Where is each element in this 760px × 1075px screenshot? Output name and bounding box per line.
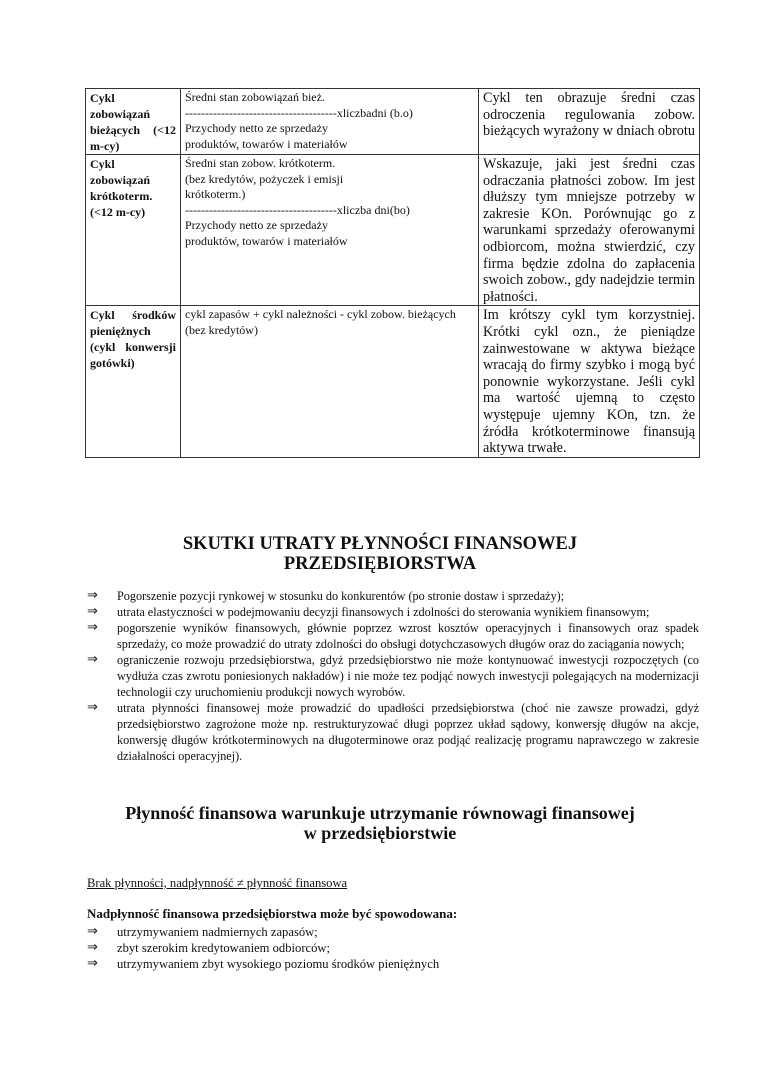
- table-row: [86, 155, 700, 306]
- list-item-text: utrata płynności finansowej może prowadzić do upadłości przedsiębiorstwa (choć nie zawsze prowadzi, gdyż przedsiębiorstwo zagrożone może np. restrukturyzować długi poprzez układ sądowy, konwersję długów na akcje, konwersję długów krótkoterminowych na długoterminowe oraz podjąć realizację programu naprawczego w zakresie działalności operacyjnej).: [117, 701, 699, 763]
- effects-list: [87, 588, 699, 764]
- heading-line: SKUTKI UTRATY PŁYNNOŚCI FINANSOWEJ: [182, 534, 578, 554]
- formula-line: Przychody netto ze sprzedaży: [185, 121, 328, 135]
- double-arrow-icon: ⇒: [87, 620, 98, 635]
- formula-line: --------------------------------------xliczbadni (b.o): [185, 105, 413, 120]
- list-item: [87, 588, 699, 604]
- heading-line: PRZEDSIĘBIORSTWA: [283, 554, 477, 574]
- list-item: [87, 652, 699, 700]
- list-item: [87, 700, 699, 764]
- cycle-name-cell: Cykl środków pieniężnych (cykl konwersji gotówki): [86, 306, 181, 457]
- formula-line: (bez kredytów): [185, 322, 258, 337]
- bold-lead: Nadpłynność finansowa przedsiębiorstwa może być spowodowana:: [87, 906, 458, 921]
- list-item: [87, 924, 699, 940]
- formula-line: (bez kredytów, pożyczek i emisji: [185, 171, 344, 186]
- cycle-description-cell: Im krótszy cykl tym korzystniej. Krótki cykl ozn., że pieniądze zainwestowane w aktywa bieżące wracają do firmy szybko i mogą być ponownie wykorzystane. Jeśli cykl ma wartość ujemną to często występuje ujemny KOn, tzn. że źródła krótkoterminowe finansują aktywa trwałe.: [479, 306, 700, 457]
- list-item-text: ograniczenie rozwoju przedsiębiorstwa, gdyż przedsiębiorstwo nie może kontynuować inwestycji rozpoczętych (co wydłuża czas zwrotu poniesionych nakładów) i nie może tez podjąć nowych inwestycji polegających na modernizacji technologii czy uruchomieniu produkcji nowych wyrobów.: [117, 653, 699, 699]
- double-arrow-icon: ⇒: [87, 604, 98, 619]
- double-arrow-icon: ⇒: [87, 588, 98, 603]
- list-item-text: utrzymywaniem zbyt wysokiego poziomu środków pieniężnych: [117, 957, 440, 971]
- table-row: [86, 306, 700, 457]
- double-arrow-icon: ⇒: [87, 700, 98, 715]
- list-item-text: utrata elastyczności w podejmowaniu decyzji finansowych i zdolności do sterowania wynikiem finansowym;: [117, 605, 650, 619]
- list-item-text: pogorszenie wyników finansowych, głównie poprzez wzrost kosztów operacyjnych i finansowych oraz spadek sprzedaży, co może prowadzić do utraty zdolności do obsługi dotychczasowych długów oraz do zaciągania nowych;: [117, 621, 699, 651]
- cycle-description-cell: Wskazuje, jaki jest średni czas odraczania płatności zobow. Im jest dłuższy tym mniejsze potrzeby w zakresie KOn. Porównując go z warunkami sprzedaży oferowanymi odbiorcom, można stwierdzić, czy firma będzie zdolna do zapłacenia swoich zobow., gdy nadejdzie termin płatności.: [479, 155, 700, 306]
- list-item: [87, 956, 699, 972]
- formula-line: produktów, towarów i materiałów: [185, 136, 348, 151]
- formula-line: --------------------------------------xliczba dni(bo): [185, 202, 410, 217]
- list-item-text: utrzymywaniem nadmiernych zapasów;: [117, 925, 318, 939]
- table-row: [86, 89, 700, 155]
- formula-line: Średni stan zobow. krótkoterm.: [185, 156, 336, 170]
- formula-line: krótkoterm.): [185, 187, 246, 201]
- list-item-text: Pogorszenie pozycji rynkowej w stosunku do konkurentów (po stronie dostaw i sprzedaży);: [117, 589, 565, 603]
- cycle-formula-cell: [181, 306, 479, 457]
- heading-line: w przedsiębiorstwie: [303, 823, 457, 843]
- cycle-name-cell: Cykl zobowiązań krótkoterm. (<12 m-cy): [86, 155, 181, 306]
- heading-line: Płynność finansowa warunkuje utrzymanie równowagi finansowej: [125, 803, 635, 823]
- list-item: [87, 604, 699, 620]
- formula-line: Przychody netto ze sprzedaży: [185, 218, 328, 232]
- list-item: [87, 620, 699, 652]
- double-arrow-icon: ⇒: [87, 956, 98, 971]
- cycle-description-cell: Cykl ten obrazuje średni czas odroczenia regulowania zobow. bieżących wyrażony w dniach obrotu: [479, 89, 700, 155]
- overliquidity-causes-list: [87, 924, 699, 972]
- formula-line: produktów, towarów i materiałów: [185, 233, 348, 248]
- section-heading-financial-balance: [0, 803, 760, 843]
- cycles-table: [85, 88, 700, 458]
- cycle-formula-cell: [181, 89, 479, 155]
- list-item-text: zbyt szerokim kredytowaniem odbiorców;: [117, 941, 330, 955]
- formula-line: Średni stan zobowiązań bież.: [185, 90, 325, 104]
- formula-line: cykl zapasów + cykl należności - cykl zobow. bieżących: [185, 307, 456, 322]
- double-arrow-icon: ⇒: [87, 652, 98, 667]
- double-arrow-icon: ⇒: [87, 924, 98, 939]
- cycle-name-cell: Cykl zobowiązań bieżących (<12 m-cy): [86, 89, 181, 155]
- section-heading-liquidity-loss: [0, 534, 760, 574]
- double-arrow-icon: ⇒: [87, 940, 98, 955]
- underlined-note: Brak płynności, nadpłynność ≠ płynność finansowa: [87, 876, 348, 890]
- list-item: [87, 940, 699, 956]
- cycle-formula-cell: [181, 155, 479, 306]
